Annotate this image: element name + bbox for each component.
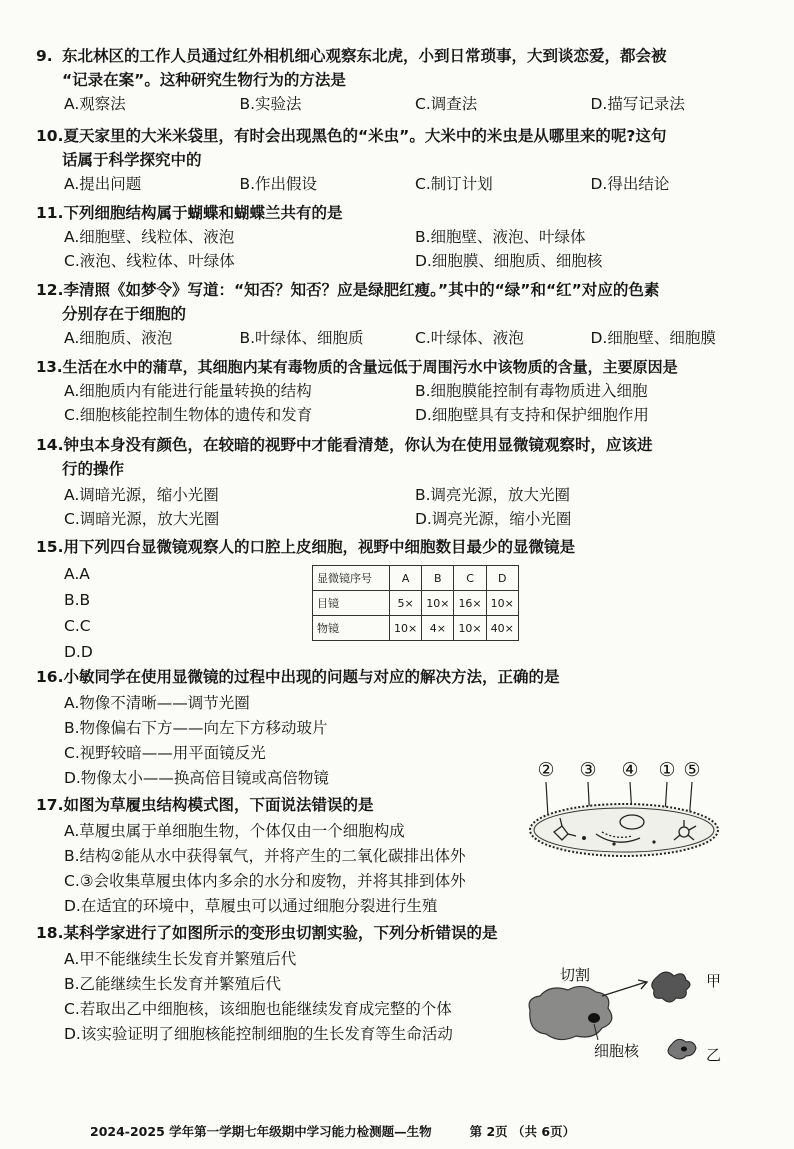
table-cell: B: [422, 566, 454, 591]
table-cell: 10×: [486, 591, 518, 616]
table-cell: 显微镜序号: [313, 566, 390, 591]
q10-option-c[interactable]: C.制订计划: [415, 175, 493, 193]
q14-option-d[interactable]: D.调亮光源，缩小光圈: [415, 510, 572, 528]
q10-stem-cont: 话属于科学探究中的: [62, 151, 202, 169]
table-cell: 物镜: [313, 616, 390, 641]
q10-options: [36, 172, 766, 196]
q17-option-c[interactable]: C.③会收集草履虫体内多余的水分和废物，并将其排到体外: [64, 872, 466, 890]
q17-option-b[interactable]: B.结构②能从水中获得氧气，并将产生的二氧化碳排出体外: [64, 847, 466, 865]
q14-option-c[interactable]: C.调暗光源，放大光圈: [64, 510, 220, 528]
table-cell: 4×: [422, 616, 454, 641]
figure-label-1: ①: [658, 759, 676, 781]
q15-stem: 15.用下列四台显微镜观察人的口腔上皮细胞，视野中细胞数目最少的显微镜是: [36, 538, 575, 556]
q13-stem: 13.生活在水中的蒲草，其细胞内某有毒物质的含量远低于周围污水中该物质的含量，主要原因是: [36, 358, 678, 376]
question-12: [36, 278, 766, 350]
q12-option-c[interactable]: C.叶绿体、液泡: [415, 329, 524, 347]
jia-label: 甲: [706, 972, 722, 990]
table-header-row: [313, 566, 519, 591]
q13-option-a[interactable]: A.细胞质内有能进行能量转换的结构: [64, 382, 312, 400]
q9-stem: 9. 东北林区的工作人员通过红外相机细心观察东北虎，小到日常琐事，大到谈恋爱，都会被: [36, 47, 667, 65]
q15-option-a[interactable]: A.A: [64, 565, 90, 583]
table-cell: 10×: [422, 591, 454, 616]
q12-stem: 12.李清照《如梦令》写道：“知否？知否？应是绿肥红瘦。”其中的“绿”和“红”对应的色素: [36, 281, 660, 299]
table-cell: A: [390, 566, 422, 591]
q17-option-a[interactable]: A.草履虫属于单细胞生物，个体仅由一个细胞构成: [64, 822, 405, 840]
q9-option-a[interactable]: A.观察法: [64, 95, 126, 113]
table-cell: 目镜: [313, 591, 390, 616]
q12-option-b[interactable]: B.叶绿体、细胞质: [239, 329, 364, 347]
q13-option-b[interactable]: B.细胞膜能控制有毒物质进入细胞: [415, 382, 648, 400]
q9-option-b[interactable]: B.实验法: [239, 95, 302, 113]
q18-option-a[interactable]: A.甲不能继续生长发育并繁殖后代: [64, 950, 297, 968]
figure-label-3: ③: [579, 759, 597, 781]
q13-options-row1: [36, 379, 766, 403]
q12-stem-cont: 分别存在于细胞的: [62, 305, 187, 323]
question-14: [36, 433, 766, 531]
q11-options-row2: [36, 249, 766, 273]
q16-option-b[interactable]: B.物像偏右下方——向左下方移动玻片: [64, 719, 328, 737]
q9-stem-cont: “记录在案”。这种研究生物行为的方法是: [62, 71, 346, 89]
microscope-table: [312, 565, 519, 641]
q9-options: [36, 92, 766, 116]
q10-option-b[interactable]: B.作出假设: [239, 175, 318, 193]
q18-option-c[interactable]: C.若取出乙中细胞核，该细胞也能继续发育成完整的个体: [64, 1000, 452, 1018]
q10-option-a[interactable]: A.提出问题: [64, 175, 142, 193]
q17-stem: 17.如图为草履虫结构模式图，下面说法错误的是: [36, 796, 374, 814]
question-11: [36, 201, 766, 273]
q16-stem: 16.小敏同学在使用显微镜的过程中出现的问题与对应的解决方法，正确的是: [36, 668, 560, 686]
q11-option-d[interactable]: D.细胞膜、细胞质、细胞核: [415, 252, 603, 270]
q9-option-d[interactable]: D.描写记录法: [590, 95, 685, 113]
q17-option-d[interactable]: D.在适宜的环境中，草履虫可以通过细胞分裂进行生殖: [64, 897, 438, 915]
question-10: [36, 124, 766, 196]
question-13: [36, 355, 766, 427]
q16-option-c[interactable]: C.视野较暗——用平面镜反光: [64, 744, 266, 762]
q18-option-d[interactable]: D.该实验证明了细胞核能控制细胞的生长发育等生命活动: [64, 1025, 453, 1043]
table-row: [313, 591, 519, 616]
table-cell: 10×: [390, 616, 422, 641]
q15-option-b[interactable]: B.B: [64, 591, 91, 609]
q14-stem-cont: 行的操作: [62, 460, 125, 478]
q11-option-b[interactable]: B.细胞壁、液泡、叶绿体: [415, 228, 586, 246]
q16-option-d[interactable]: D.物像太小——换高倍目镜或高倍物镜: [64, 769, 329, 787]
cut-label: 切割: [560, 966, 591, 984]
figure-label-4: ④: [621, 759, 639, 781]
q12-option-d[interactable]: D.细胞壁、细胞膜: [590, 329, 716, 347]
q15-option-c[interactable]: C.C: [64, 617, 91, 635]
page-footer: [90, 1122, 575, 1140]
q11-option-a[interactable]: A.细胞壁、线粒体、液泡: [64, 228, 235, 246]
q10-stem: 10.夏天家里的大米米袋里，有时会出现黑色的“米虫”。大米中的米虫是从哪里来的呢?这句: [36, 127, 667, 145]
page-number: 第 2页 （共 6页）: [469, 1124, 576, 1139]
q13-option-d[interactable]: D.细胞壁具有支持和保护细胞作用: [415, 406, 649, 424]
table-cell: 5×: [390, 591, 422, 616]
q11-stem: 11.下列细胞结构属于蝴蝶和蝴蝶兰共有的是: [36, 204, 343, 222]
figure-label-5: ⑤: [683, 759, 701, 781]
table-cell: 16×: [454, 591, 486, 616]
table-cell: 40×: [486, 616, 518, 641]
q10-option-d[interactable]: D.得出结论: [590, 175, 670, 193]
amoeba-figure: [524, 964, 730, 1068]
q18-stem: 18.某科学家进行了如图所示的变形虫切割实验，下列分析错误的是: [36, 924, 498, 942]
footer-title: 2024-2025 学年第一学期七年级期中学习能力检测题—生物: [90, 1124, 432, 1139]
q18-option-b[interactable]: B.乙能继续生长发育并繁殖后代: [64, 975, 282, 993]
table-cell: 10×: [454, 616, 486, 641]
nucleus-label: 细胞核: [594, 1042, 640, 1060]
table-cell: C: [454, 566, 486, 591]
q14-options-row1: [36, 483, 766, 507]
q13-option-c[interactable]: C.细胞核能控制生物体的遗传和发育: [64, 406, 313, 424]
paramecium-figure: [524, 752, 724, 864]
q12-option-a[interactable]: A.细胞质、液泡: [64, 329, 173, 347]
table-cell: D: [486, 566, 518, 591]
q16-option-a[interactable]: A.物像不清晰——调节光圈: [64, 694, 250, 712]
q12-options: [36, 326, 766, 350]
yi-label: 乙: [706, 1046, 722, 1064]
q13-options-row2: [36, 403, 766, 427]
q14-stem: 14.钟虫本身没有颜色，在较暗的视野中才能看清楚，你认为在使用显微镜观察时，应该进: [36, 436, 653, 454]
q15-option-d[interactable]: D.D: [64, 643, 93, 661]
q9-option-c[interactable]: C.调查法: [415, 95, 478, 113]
q14-options-row2: [36, 507, 766, 531]
q11-options-row1: [36, 225, 766, 249]
table-row: [313, 616, 519, 641]
figure-label-2: ②: [537, 759, 555, 781]
q11-option-c[interactable]: C.液泡、线粒体、叶绿体: [64, 252, 235, 270]
question-9: [36, 44, 766, 116]
q14-option-b[interactable]: B.调亮光源，放大光圈: [415, 486, 571, 504]
q14-option-a[interactable]: A.调暗光源，缩小光圈: [64, 486, 219, 504]
